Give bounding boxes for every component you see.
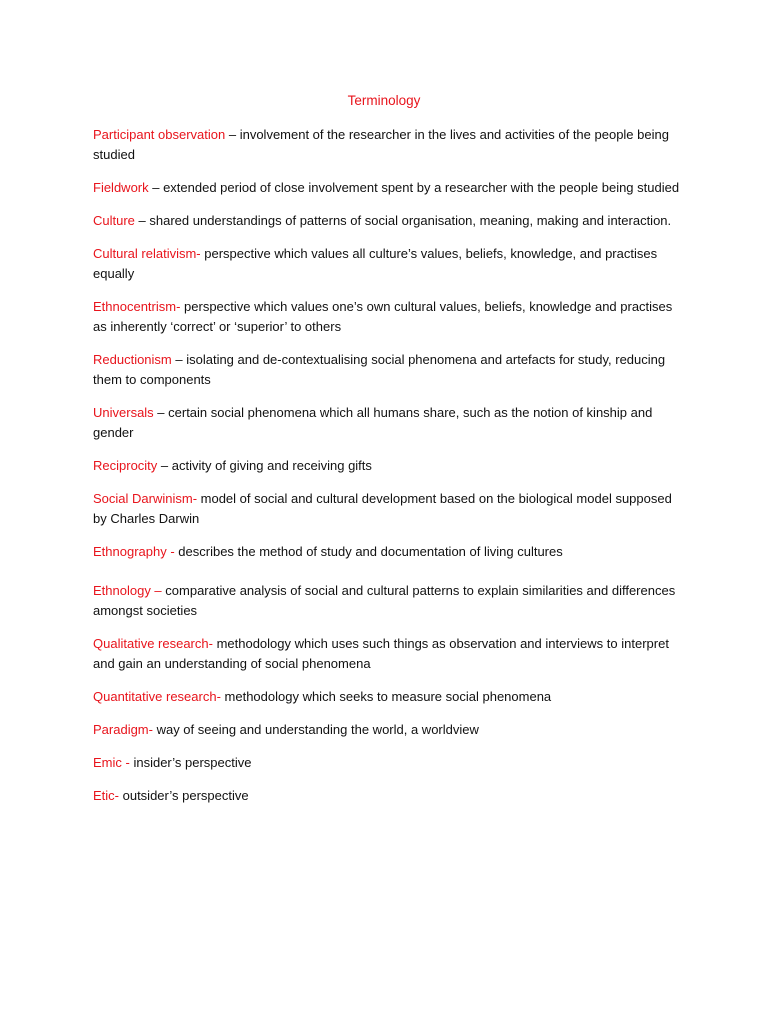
term-definition: – isolating and de-contextualising social phenomena and artefacts for study, reducing them to components (93, 352, 666, 387)
term-entry (93, 753, 683, 773)
term-label: Emic - (93, 755, 130, 770)
term-definition: outsider’s perspective (119, 788, 249, 803)
term-definition: – activity of giving and receiving gifts (157, 458, 372, 473)
terminology-list (93, 125, 683, 819)
term-label: Ethnography - (93, 544, 175, 559)
term-definition: perspective which values one’s own cultural values, beliefs, knowledge and practises as inherently ‘correct’ or ‘superior’ to others (93, 299, 673, 334)
term-definition: perspective which values all culture’s values, beliefs, knowledge, and practises equally (93, 246, 658, 281)
term-label: Etic- (93, 788, 119, 803)
term-entry (93, 489, 683, 529)
term-entry (93, 297, 683, 337)
term-entry (93, 350, 683, 390)
term-label: Quantitative research- (93, 689, 221, 704)
term-label: Cultural relativism- (93, 246, 201, 261)
term-entry (93, 244, 683, 284)
document-title: Terminology (347, 93, 421, 108)
term-label: Reciprocity (93, 458, 158, 473)
term-definition: way of seeing and understanding the world, a worldview (152, 722, 479, 737)
term-definition: methodology which uses such things as observation and interviews to interpret and gain an understanding of social phenomena (93, 636, 669, 671)
term-entry (93, 634, 683, 674)
term-entry (93, 581, 683, 621)
term-definition: – shared understandings of patterns of social organisation, meaning, making and interaction. (134, 213, 672, 228)
term-label: Reductionism (93, 352, 172, 367)
term-definition: insider’s perspective (129, 755, 252, 770)
term-label: Ethnocentrism- (93, 299, 181, 314)
term-label: Participant observation (93, 127, 226, 142)
term-label: Paradigm- (93, 722, 153, 737)
term-entry (93, 178, 683, 198)
term-entry (93, 211, 683, 231)
term-definition: – involvement of the researcher in the lives and activities of the people being studied (93, 127, 669, 162)
term-definition: – extended period of close involvement spent by a researcher with the people being studied (148, 180, 680, 195)
term-definition: model of social and cultural development based on the biological model supposed by Charles Darwin (93, 491, 672, 526)
term-entry (93, 125, 683, 165)
term-label: Ethnology – (93, 583, 162, 598)
term-label: Fieldwork (93, 180, 149, 195)
term-definition: comparative analysis of social and cultural patterns to explain similarities and differences amongst societies (93, 583, 676, 618)
term-entry (93, 720, 683, 740)
term-entry (93, 687, 683, 707)
term-definition: describes the method of study and documentation of living cultures (174, 544, 563, 559)
term-definition: methodology which seeks to measure social phenomena (220, 689, 552, 704)
term-entry (93, 542, 683, 562)
term-entry (93, 456, 683, 476)
term-entry (93, 403, 683, 443)
term-label: Universals (93, 405, 154, 420)
term-definition: – certain social phenomena which all humans share, such as the notion of kinship and gender (93, 405, 653, 440)
term-label: Social Darwinism- (93, 491, 198, 506)
term-label: Culture (93, 213, 135, 228)
term-label: Qualitative research- (93, 636, 213, 651)
term-entry (93, 786, 683, 806)
